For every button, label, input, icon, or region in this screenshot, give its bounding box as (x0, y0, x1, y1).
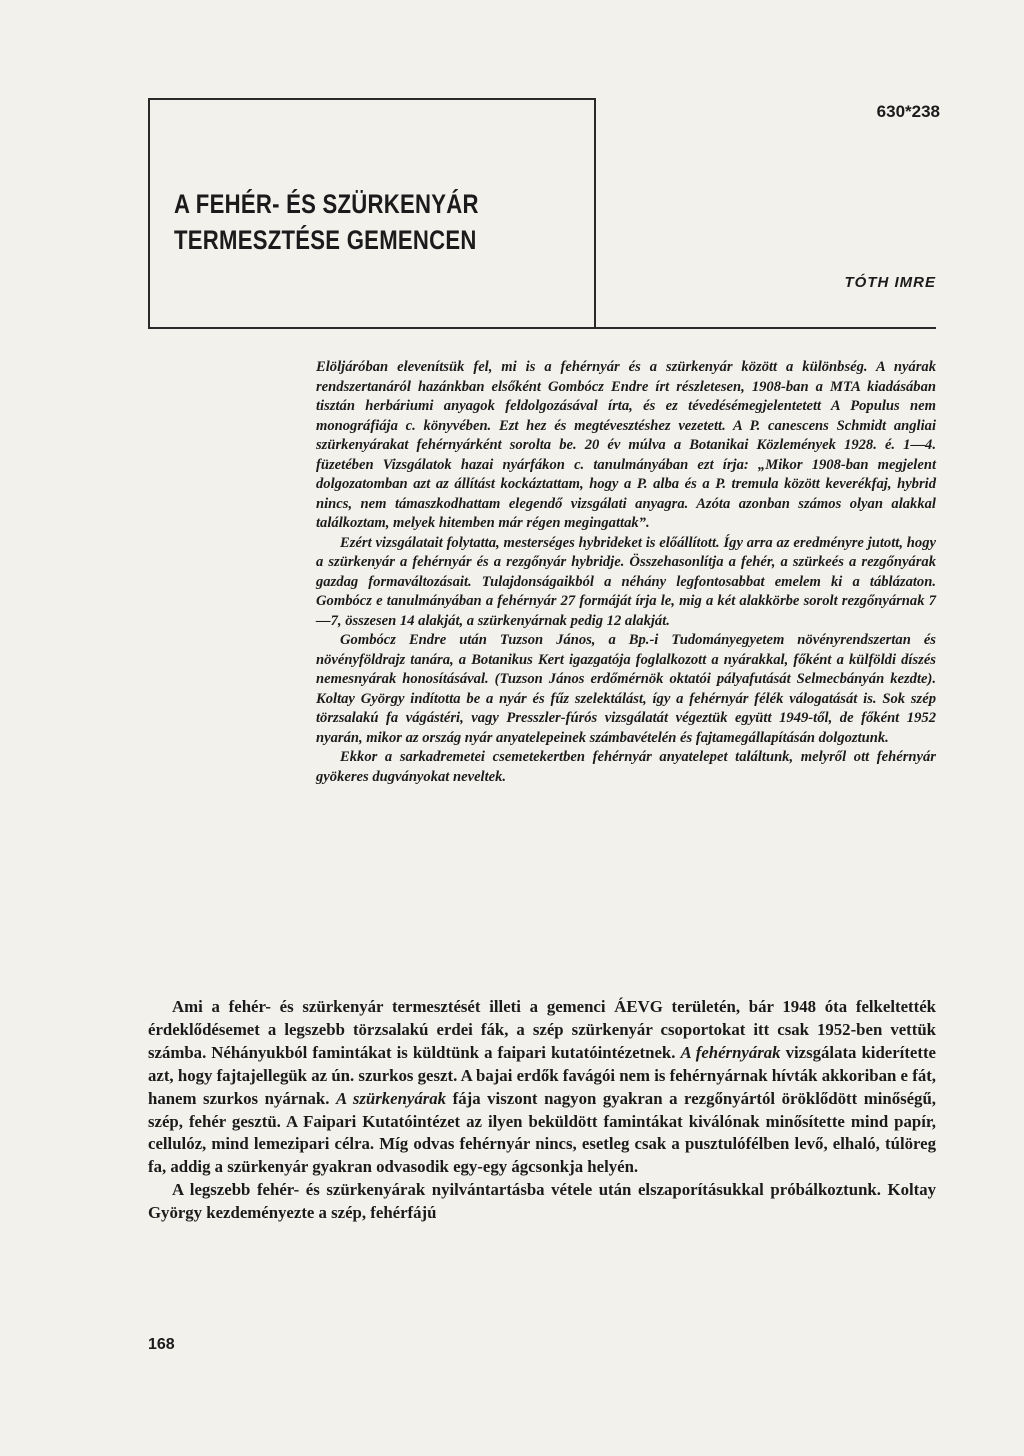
intro-paragraph-1: Elöljáróban elevenítsük fel, mi is a fehérnyár és a szürkenyár között a különbség. A nyárak rendszertanáról hazánkban elsőként Gombócz Endre írt részletesen, 1908-ban a MTA kiadásában tisztán herbáriumi anyagok feldolgozásával írta, és ez tévedésémegjelentetett A Populus nem monográfiája c. könyvében. Ezt hez és megtévesztéshez vezetett. A P. canescens Schmidt angliai szürkenyárakat fehérnyárként sorolta be. 20 év múlva a Botanikai Közlemények 1928. é. 1—4. füzetében Vizsgálatok hazai nyárfákon c. tanulmányában ezt írja: „Mikor 1908-ban megjelent dolgozatomban azt az állítást kockáztattam, hogy a P. alba és a P. tremula között keverékfaj, hybrid nincs, nem támaszkodhattam elegendő vizsgálati anyagra. Azóta azonban számos olyan alakkal találkoztam, melyek hitemben már régen megingattak”. (316, 359, 936, 531)
intro-column (316, 358, 936, 787)
title-line-2: TERMESZTÉSE GEMENCEN (174, 225, 477, 255)
body-paragraph-2: A legszebb fehér- és szürkenyárak nyilvántartásba vétele után elszaporításukkal próbálkoztunk. Koltay György kezdeményezte a szép, fehérfájú (148, 1180, 936, 1223)
intro-paragraph-3: Gombócz Endre után Tuzson János, a Bp.-i Tudományegyetem növényrendszertan és növényföldrajz tanára, a Botanikus Kert igazgatója foglalkozott a nyárakkal, főként a külföldi díszés nemesnyárak honosításával. (Tuzson János erdőmérnök oktatói pályafutását Selmecbányán kezdte). Koltay György indította be a nyár és fűz szelektálást, így a fehérnyár félék válogatását is. Sok szép törzsalakú fa vágástéri, vagy Presszler-fúrós vizsgálatát végeztük együtt 1949-től, de főként 1952 nyarán, mikor az ország nyár anyatelepeinek számbavételén és fajtamegállapításán dolgoztunk. (316, 632, 936, 746)
title-box-divider-rule (594, 98, 596, 328)
title-box-left-rule (148, 98, 150, 328)
intro-paragraph-2: Ezért vizsgálatait folytatta, mesterséges hybrideket is előállított. Így arra az eredményre jutott, hogy a szürkenyár a fehérnyár és a rezgőnyár hybridje. Összehasonlítja a fehér, a szürkeés a rezgőnyárak gazdag formaváltozásait. Tulajdonságaikból a néhány legfontosabbat emelem ki a táblázaton. Gombócz e tanulmányában a fehérnyár 27 formáját írja le, mig a két alakkörbe sorolt rezgőnyárnak 7—7, összesen 14 alakját, a szürkenyárnak pedig 12 alakját. (316, 534, 936, 629)
page-number: 168 (148, 1336, 175, 1353)
title-box-top-rule (148, 98, 595, 100)
intro-paragraph-4: Ekkor a sarkadremetei csemetekertben fehérnyár anyatelepet találtunk, melyről ott fehérnyár gyökeres dugványokat neveltek. (316, 749, 936, 785)
article-title (174, 186, 510, 258)
body-paragraph-1 (148, 996, 936, 1179)
body-p1-emphasis-2: A szürkenyárak (336, 1088, 447, 1108)
title-box-bottom-rule (148, 327, 936, 329)
body-p1-text-b: vizsgálata kiderítette azt, hogy fajtajellegük az ún. szurkos geszt. A bajai erdők favágói nem is fehérnyárnak hívták akkoriban e fát, hanem szurkos nyárnak. (148, 1042, 936, 1108)
body-p1-text-c: fája viszont nagyon gyakran a rezgőnyártól öröklődött minőségű, szép, fehér gesztü. A Faipari Kutatóintézet az ilyen beküldött famintákat kiválónak minősítette mind papír, cellulóz, mind lemezipari célra. Míg odvas fehérnyár nincs, esetleg csak a pusztulófélben levő, elhaló, túlöreg fa, addig a szürkenyár gyakran odvasodik egy-egy ágcsonkja helyén. (148, 1088, 936, 1177)
classification-code: 630*238 (876, 102, 940, 121)
author-name: TÓTH IMRE (844, 274, 936, 291)
body-p1-emphasis-1: A fehérnyárak (680, 1042, 781, 1062)
main-body (148, 996, 936, 1225)
title-line-1: A FEHÉR- ÉS SZÜRKENYÁR (174, 189, 479, 219)
body-p1-text-a: Ami a fehér- és szürkenyár termesztését illeti a gemenci ÁEVG területén, bár 1948 óta felkeltették érdeklődésemet a legszebb törzsalakú erdei fák, a szép szürkenyár csoportokat itt csak 1952-ben vettük számba. Néhányukból famintákat is küldtünk a faipari kutatóintézetnek. (148, 997, 936, 1062)
